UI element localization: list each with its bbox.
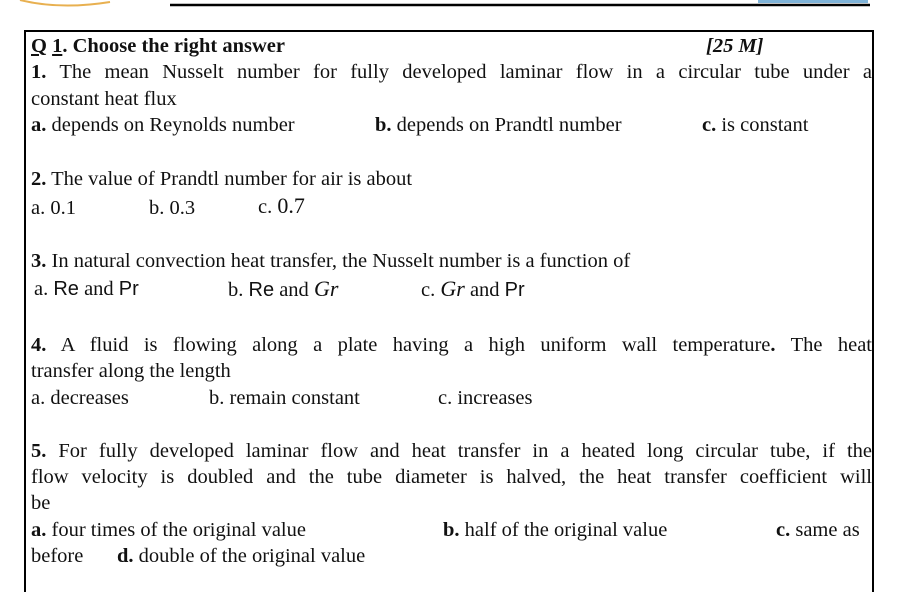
q3-c-and: and [469, 279, 500, 301]
q4-text-1b: The heat [790, 334, 872, 356]
q2-option-c[interactable] [258, 194, 305, 219]
q5-before: before [31, 545, 84, 567]
q3-number: 3. [31, 250, 47, 272]
q4-option-c[interactable]: c. increases [438, 387, 533, 409]
q1-c-key: c. [702, 114, 717, 136]
q2-text: The value of Prandtl number for air is about [51, 168, 413, 190]
q3-option-c[interactable] [421, 277, 525, 302]
q4-line1 [31, 333, 872, 357]
q1-c-text: is constant [721, 114, 809, 136]
q5-option-c[interactable] [776, 518, 860, 542]
q1-line1 [31, 60, 872, 84]
q4-number: 4. [31, 334, 47, 356]
q5-line1 [31, 439, 872, 463]
q4-text-1a: A fluid is flowing along a plate having a high uniform wall temperature [60, 334, 771, 356]
q3-a-and: and [84, 278, 114, 300]
q3-b-and: and [279, 279, 309, 301]
q1-a-key: a. [31, 114, 47, 136]
q5-line2: flow velocity is doubled and the tube diameter is halved, the heat transfer coefficient will [31, 466, 872, 488]
q4-option-a[interactable]: a. decreases [31, 387, 129, 409]
q5-option-a[interactable] [31, 518, 306, 542]
q3-c-pr: Pr [504, 279, 525, 301]
q1-b-text: depends on Prandtl number [396, 114, 622, 136]
q2-line1 [31, 167, 412, 191]
q3-option-b[interactable] [228, 277, 338, 302]
q5-d-text: double of the original value [138, 545, 366, 567]
q2-option-a[interactable]: a. 0.1 [31, 197, 76, 219]
q-prefix: Q [31, 35, 47, 57]
q1-number: 1. [31, 61, 47, 83]
q2-option-b[interactable]: b. 0.3 [149, 197, 196, 219]
marks-label: [25 M] [706, 35, 764, 57]
top-decoration [0, 0, 897, 12]
q4-line2: transfer along the length [31, 360, 231, 382]
q5-line3: be [31, 492, 51, 514]
q1-b-key: b. [375, 114, 392, 136]
q3-c-key: c. [421, 279, 436, 301]
q1-option-b[interactable] [375, 113, 622, 137]
q-number: 1 [52, 35, 63, 57]
q3-text: In natural convection heat transfer, the Nusselt number is a function of [51, 250, 631, 272]
q3-b-re: Re [248, 279, 275, 301]
q5-c-key: c. [776, 519, 791, 541]
q5-a-text: four times of the original value [51, 519, 306, 541]
q4-option-b[interactable]: b. remain constant [209, 387, 360, 409]
q2-c-key: c. [258, 196, 273, 218]
q5-option-c-cont [31, 544, 83, 568]
q4-dot: . [770, 334, 776, 356]
q3-a-key: a. [34, 278, 49, 300]
q3-b-gr: Gr [313, 276, 339, 301]
q3-b-key: b. [228, 279, 244, 301]
q1-option-a[interactable] [31, 113, 295, 137]
q5-c-text: same as [795, 519, 860, 541]
q2-c-value: 0.7 [277, 193, 305, 218]
q5-text-1: For fully developed laminar flow and heat transfer in a heated long circular tube, if the [58, 440, 873, 462]
q5-number: 5. [31, 440, 47, 462]
q2-number: 2. [31, 168, 47, 190]
header-title: . Choose the right answer [62, 35, 285, 57]
q5-d-key: d. [117, 545, 134, 567]
q5-a-key: a. [31, 519, 47, 541]
q3-a-re: Re [53, 278, 79, 300]
q3-c-gr: Gr [440, 276, 465, 301]
q3-a-pr: Pr [118, 278, 139, 300]
q3-option-a[interactable] [34, 277, 139, 301]
q5-option-b[interactable] [443, 518, 667, 542]
question-header [31, 34, 285, 58]
q3-line1 [31, 249, 630, 273]
q1-text-1: The mean Nusselt number for fully developed laminar flow in a circular tube under a [59, 61, 872, 83]
q1-option-c[interactable] [702, 113, 808, 137]
q1-line2: constant heat flux [31, 88, 177, 110]
q1-a-text: depends on Reynolds number [51, 114, 295, 136]
q5-option-d[interactable] [117, 544, 365, 568]
q5-b-text: half of the original value [464, 519, 668, 541]
q5-b-key: b. [443, 519, 460, 541]
